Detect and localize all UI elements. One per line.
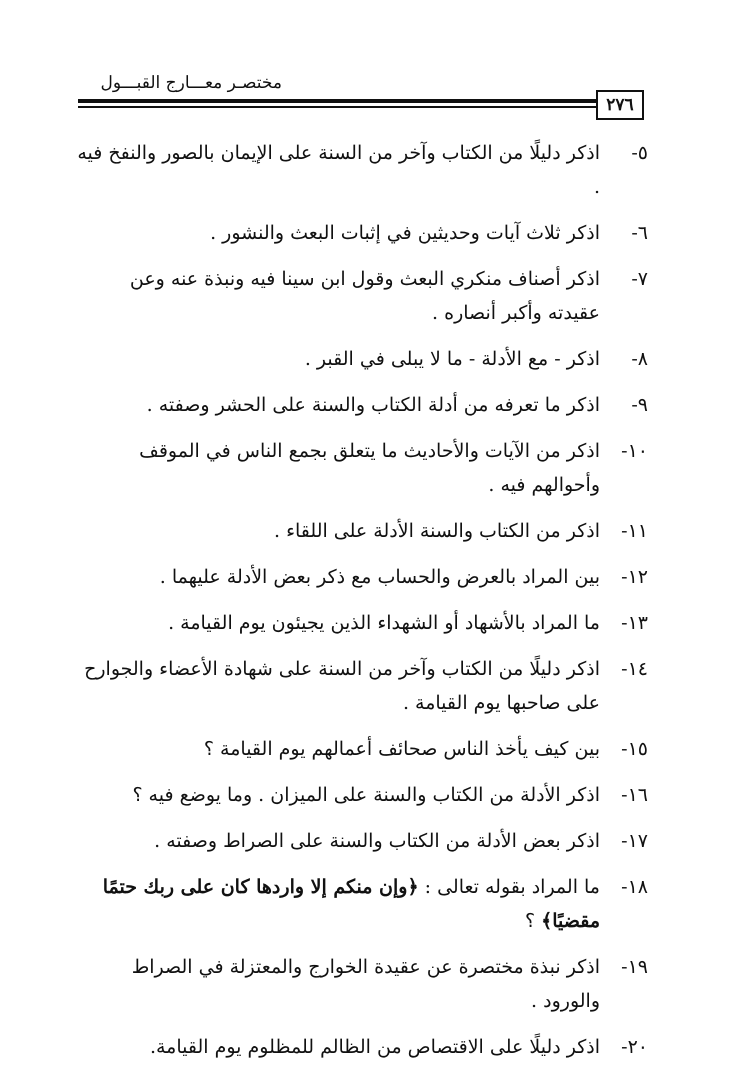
list-item	[74, 732, 648, 766]
item-text: بين المراد بالعرض والحساب مع ذكر بعض الأدلة عليهما .	[159, 566, 600, 588]
item-number: ١٤-	[621, 658, 648, 680]
question-lead: ما المراد بقوله تعالى :	[424, 876, 600, 898]
list-item	[74, 560, 648, 594]
item-text: اذكر دليلًا على الاقتصاص من الظالم للمظلوم يوم القيامة.	[149, 1036, 600, 1058]
item-number: ٧-	[631, 268, 648, 290]
item-text: اذكر ثلاث آيات وحديثين في إثبات البعث والنشور .	[210, 222, 600, 244]
list-item	[74, 388, 648, 422]
item-text: اذكر - مع الأدلة - ما لا يبلى في القبر .	[304, 348, 600, 370]
list-item	[74, 262, 648, 330]
list-item	[74, 136, 648, 204]
item-number: ١٨-	[621, 876, 648, 898]
question-mark: ؟	[524, 910, 536, 932]
list-item	[74, 652, 648, 720]
item-text: اذكر ما تعرفه من أدلة الكتاب والسنة على الحشر وصفته .	[146, 394, 600, 416]
item-text: اذكر بعض الأدلة من الكتاب والسنة على الصراط وصفته .	[154, 830, 600, 852]
item-number: ١١-	[621, 520, 648, 542]
item-number: ٩-	[631, 394, 648, 416]
item-number: ١٧-	[621, 830, 648, 852]
list-item	[74, 342, 648, 376]
header-rule-thin	[78, 106, 596, 108]
item-text: ما المراد بالأشهاد أو الشهداء الذين يجيئون يوم القيامة .	[168, 612, 600, 634]
item-number: ١٩-	[621, 956, 648, 978]
list-item	[74, 216, 648, 250]
item-number: ١٦-	[621, 784, 648, 806]
item-number: ٨-	[631, 348, 648, 370]
item-number: ١٠-	[621, 440, 648, 462]
item-text: اذكر الأدلة من الكتاب والسنة على الميزان . وما يوضع فيه ؟	[132, 784, 600, 806]
quran-quote: ﴿وإن منكم إلا واردها كان على ربك حتمًا مقضيًا﴾	[102, 876, 600, 932]
list-item	[74, 778, 648, 812]
item-text: اذكر نبذة مختصرة عن عقيدة الخوارج والمعتزلة في الصراط والورود .	[131, 956, 600, 1012]
list-item	[74, 950, 648, 1018]
item-number: ٥-	[631, 142, 648, 164]
list-item	[74, 434, 648, 502]
item-text: اذكر من الكتاب والسنة الأدلة على اللقاء .	[273, 520, 600, 542]
item-text: اذكر دليلًا من الكتاب وآخر من السنة على الإيمان بالصور والنفخ فيه .	[77, 142, 600, 198]
item-text: اذكر من الآيات والأحاديث ما يتعلق بجمع الناس في الموقف وأحوالهم فيه .	[139, 440, 600, 496]
item-text: اذكر أصناف منكري البعث وقول ابن سينا فيه ونبذة عنه وعن عقيدته وأكبر أنصاره .	[129, 268, 600, 324]
item-number: ٦-	[631, 222, 648, 244]
running-title: مختصـر معـــارج القبـــول	[100, 73, 282, 93]
item-number: ١٥-	[621, 738, 648, 760]
item-text	[103, 876, 600, 932]
question-list	[74, 136, 648, 1076]
item-number: ١٣-	[621, 612, 648, 634]
list-item	[74, 606, 648, 640]
item-text: بين كيف يأخذ الناس صحائف أعمالهم يوم القيامة ؟	[203, 738, 600, 760]
list-item	[74, 514, 648, 548]
item-number: ٢٠-	[621, 1036, 648, 1058]
item-number: ١٢-	[621, 566, 648, 588]
list-item	[74, 1030, 648, 1064]
list-item	[74, 824, 648, 858]
list-item	[74, 870, 648, 938]
page-number: ٢٧٦	[596, 90, 644, 120]
item-text: اذكر دليلًا من الكتاب وآخر من السنة على شهادة الأعضاء والجوارح على صاحبها يوم القيامة .	[84, 658, 600, 714]
header-rule-thick	[78, 99, 596, 103]
